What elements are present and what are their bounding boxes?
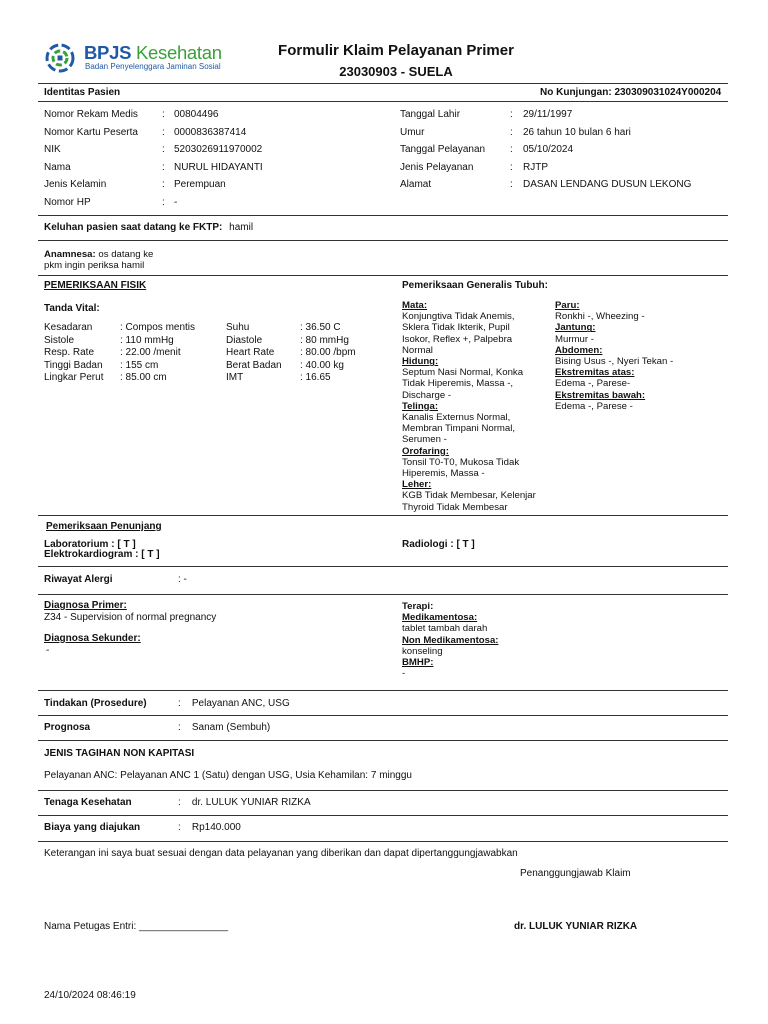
generalis-text: Discharge - <box>402 389 452 401</box>
field-value: : 36.50 C <box>300 322 341 333</box>
field-label: IMT <box>226 372 244 384</box>
field-label: Alamat <box>400 179 432 190</box>
tanda-vital-title: Tanda Vital: <box>44 303 100 314</box>
generalis-left-block <box>402 300 536 513</box>
field-value: 00804496 <box>174 109 219 120</box>
field-value: : 16.65 <box>300 372 331 384</box>
tindakan-value: : Pelayanan ANC, USG <box>178 698 290 709</box>
keluhan-value: hamil <box>229 222 254 233</box>
generalis-heading: Ekstremitas atas: <box>555 367 635 379</box>
radiologi: Radiologi : [ T ] <box>402 539 475 550</box>
field-value: : 80 mmHg <box>300 334 349 346</box>
generalis-text: Hiperemis, Massa - <box>402 468 485 480</box>
generalis-text: Kanalis Externus Normal, <box>402 412 511 424</box>
generalis-text: Edema -, Parese- <box>555 378 631 390</box>
generalis-right-block <box>555 300 673 412</box>
field-label: Berat Badan <box>226 359 282 371</box>
field-label: Lingkar Perut <box>44 372 104 384</box>
generalis-text: Septum Nasi Normal, Konka <box>402 367 524 379</box>
field-label: Umur <box>400 126 425 138</box>
tenaga-label: Tenaga Kesehatan <box>44 797 132 808</box>
laboratorium: Laboratorium : [ T ] <box>44 539 136 550</box>
no-kunjungan <box>540 87 721 98</box>
biaya-label: Biaya yang diajukan <box>44 822 141 833</box>
tenaga-value: : dr. LULUK YUNIAR RIZKA <box>178 797 311 808</box>
field-label: Kesadaran <box>44 322 93 333</box>
field-value: : 110 mmHg <box>120 334 174 346</box>
elektrokardiogram: Elektrokardiogram : [ T ] <box>44 549 160 560</box>
field-value: : 85.00 cm <box>120 372 167 384</box>
alergi-label: Riwayat Alergi <box>44 574 113 585</box>
generalis-heading: Telinga: <box>402 400 439 412</box>
diagnosa-primer-label: Diagnosa Primer: <box>44 600 127 611</box>
divider <box>38 841 728 842</box>
logo-subtitle: Badan Penyelenggara Jaminan Sosial <box>85 62 221 71</box>
divider <box>38 715 728 716</box>
fisik-title: PEMERIKSAAN FISIK <box>44 280 147 291</box>
generalis-text: Thyroid Tidak Membesar <box>402 501 508 513</box>
non-medikamentosa-label: Non Medikamentosa: <box>402 634 499 646</box>
field-value: : 80.00 /bpm <box>300 347 356 359</box>
field-label: Nama <box>44 161 71 173</box>
tindakan-label: Tindakan (Prosedure) <box>44 698 147 709</box>
generalis-text: Tonsil T0-T0, Mukosa Tidak <box>402 456 520 468</box>
generalis-text: Konjungtiva Tidak Anemis, <box>402 311 515 323</box>
divider <box>38 594 728 595</box>
diagnosa-primer-value: Z34 - Supervision of normal pregnancy <box>44 612 217 623</box>
field-label: Heart Rate <box>226 347 275 359</box>
tagihan-text: Pelayanan ANC: Pelayanan ANC 1 (Satu) dengan USG, Usia Kehamilan: 7 minggu <box>44 770 412 781</box>
field-colon: : <box>510 144 513 155</box>
field-value: DASAN LENDANG DUSUN LEKONG <box>523 179 692 190</box>
field-value: Perempuan <box>174 179 226 190</box>
anamnesa-label: Anamnesa: <box>44 249 96 260</box>
field-colon: : <box>162 126 165 138</box>
divider <box>38 740 728 741</box>
field-colon: : <box>162 196 165 208</box>
form-title: Formulir Klaim Pelayanan Primer <box>278 42 514 59</box>
divider <box>38 515 728 516</box>
generalis-heading: Ekstremitas bawah: <box>555 389 646 401</box>
form-subtitle: 23030903 - SUELA <box>339 64 453 79</box>
generalis-text: Normal <box>402 344 433 356</box>
penanggung-jawab: Penanggungjawab Klaim <box>520 868 631 879</box>
divider <box>38 690 728 691</box>
diagnosa-sekunder-label: Diagnosa Sekunder: <box>44 633 141 644</box>
terapi-label: Terapi: <box>402 601 434 612</box>
field-label: Diastole <box>226 334 263 346</box>
field-colon: : <box>510 161 513 173</box>
print-timestamp: 24/10/2024 08:46:19 <box>44 990 136 1001</box>
divider <box>38 790 728 791</box>
generalis-text: Tidak Hiperemis, Massa -, <box>402 378 514 390</box>
no-kunjungan-label: No Kunjungan: <box>540 87 612 98</box>
generalis-heading: Mata: <box>402 300 428 311</box>
divider <box>38 275 728 276</box>
field-colon: : <box>162 161 165 173</box>
alergi-value: : - <box>178 574 187 585</box>
field-value: : Compos mentis <box>120 322 196 333</box>
medikamentosa-label: Medikamentosa: <box>402 612 478 624</box>
field-value: 29/11/1997 <box>523 109 573 120</box>
identitas-title: Identitas Pasien <box>44 87 121 98</box>
bmhp-value: - <box>402 668 406 680</box>
nama-petugas-entri: Nama Petugas Entri: ________________ <box>44 921 229 932</box>
field-label: Tanggal Lahir <box>400 109 461 120</box>
field-label: Nomor Kartu Peserta <box>44 126 138 138</box>
biaya-value: : Rp140.000 <box>178 822 241 833</box>
generalis-text: Bising Usus -, Nyeri Tekan - <box>555 356 674 368</box>
field-colon: : <box>162 109 165 120</box>
statement: Keterangan ini saya buat sesuai dengan data pelayanan yang diberikan dan dapat dipertanggungjawabkan <box>44 848 518 859</box>
anamnesa-line2: pkm ingin periksa hamil <box>44 260 145 271</box>
field-label: Sistole <box>44 334 75 346</box>
field-colon: : <box>162 179 165 190</box>
penunjang-title: Pemeriksaan Penunjang <box>46 521 162 532</box>
generalis-heading: Paru: <box>555 300 580 311</box>
prognosa-label: Prognosa <box>44 722 91 733</box>
divider <box>38 83 728 84</box>
field-value: RJTP <box>523 161 548 173</box>
divider <box>38 815 728 816</box>
anamnesa <box>44 249 153 271</box>
anamnesa-line1: os datang ke <box>98 249 154 260</box>
field-value: : 155 cm <box>120 359 159 371</box>
field-label: Tanggal Pelayanan <box>400 144 486 155</box>
field-colon: : <box>162 144 165 155</box>
field-label: Resp. Rate <box>44 347 95 359</box>
generalis-heading: Orofaring: <box>402 445 449 457</box>
generalis-text: Edema -, Parese - <box>555 400 633 412</box>
divider <box>38 215 728 216</box>
field-value: 0000836387414 <box>174 126 247 138</box>
field-label: NIK <box>44 144 61 155</box>
divider <box>38 240 728 241</box>
field-value: 5203026911970002 <box>174 144 263 155</box>
logo-bpjs: BPJS <box>84 42 132 63</box>
field-label: Suhu <box>226 322 250 333</box>
keluhan-label: Keluhan pasien saat datang ke FKTP: <box>44 222 223 233</box>
generalis-heading: Hidung: <box>402 356 439 368</box>
field-value: : 40.00 kg <box>300 359 344 371</box>
no-kunjungan-value: 230309031024Y000204 <box>614 87 722 98</box>
diagnosa-sekunder-value: - <box>46 645 50 656</box>
field-value: - <box>174 196 178 208</box>
field-colon: : <box>510 179 513 190</box>
logo-kesehatan: Kesehatan <box>131 42 222 63</box>
field-value: 26 tahun 10 bulan 6 hari <box>523 126 631 138</box>
field-colon: : <box>510 109 513 120</box>
generalis-text: KGB Tidak Membesar, Kelenjar <box>402 490 536 502</box>
generalis-text: Murmur - <box>555 333 594 345</box>
generalis-title: Pemeriksaan Generalis Tubuh: <box>402 280 548 291</box>
bmhp-label: BMHP: <box>402 657 434 669</box>
terapi-block <box>402 601 499 679</box>
field-label: Tinggi Badan <box>44 359 103 371</box>
medikamentosa-value: tablet tambah darah <box>402 623 488 635</box>
generalis-heading: Abdomen: <box>555 344 603 356</box>
generalis-text: Ronkhi -, Wheezing - <box>555 311 645 323</box>
generalis-text: Sklera Tidak Ikterik, Pupil <box>402 322 510 334</box>
generalis-heading: Leher: <box>402 479 432 491</box>
field-colon: : <box>510 126 513 138</box>
non-medikamentosa-value: konseling <box>402 645 443 657</box>
field-value: 05/10/2024 <box>523 144 574 155</box>
field-label: Nomor Rekam Medis <box>44 109 138 120</box>
divider <box>38 101 728 102</box>
tagihan-title: JENIS TAGIHAN NON KAPITASI <box>44 748 195 759</box>
keluhan <box>44 222 253 233</box>
generalis-text: Membran Timpani Normal, <box>402 423 516 435</box>
field-label: Jenis Pelayanan <box>400 161 474 173</box>
prognosa-value: : Sanam (Sembuh) <box>178 722 271 733</box>
divider <box>38 566 728 567</box>
field-value: NURUL HIDAYANTI <box>174 161 263 173</box>
generalis-text: Serumen - <box>402 434 447 446</box>
generalis-text: Isokor, Reflex +, Palpebra <box>402 333 513 345</box>
field-label: Nomor HP <box>44 196 91 208</box>
field-label: Jenis Kelamin <box>44 179 107 190</box>
field-value: : 22.00 /menit <box>120 347 181 359</box>
dokter-signature-name: dr. LULUK YUNIAR RIZKA <box>514 921 638 932</box>
generalis-heading: Jantung: <box>555 322 596 334</box>
